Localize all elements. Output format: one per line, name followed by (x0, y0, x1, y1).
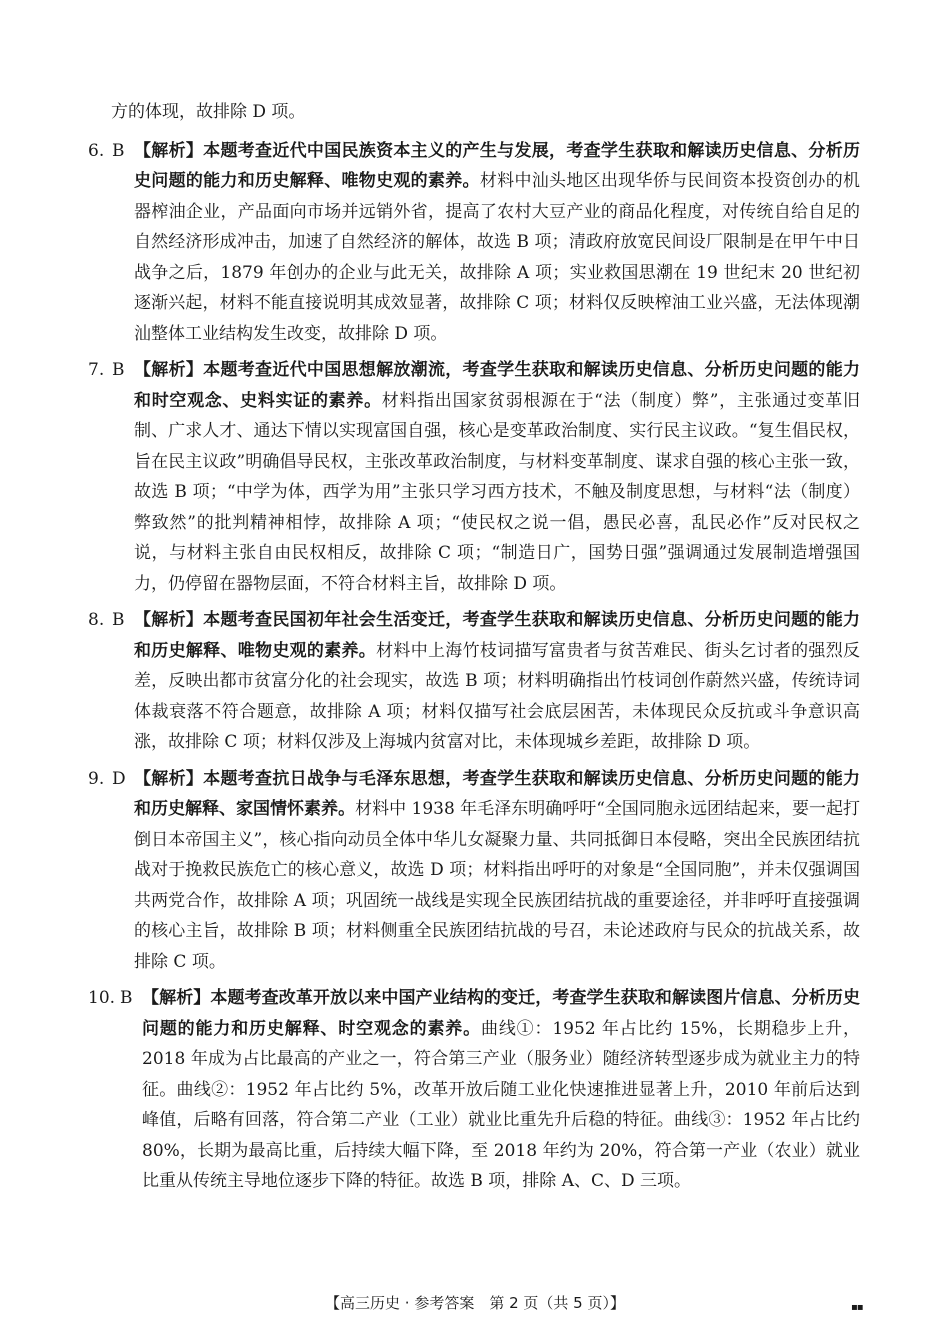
explanation (134, 136, 860, 350)
explanation (142, 983, 860, 1197)
footer-text: 【高三历史 · 参考答案 第 2 页（共 5 页）】 (325, 1294, 625, 1312)
analysis-tag: 【解析】 (142, 988, 211, 1008)
explanation-intro: 本题考查近代中国思想解放潮流，考查学生获取和解读历史信息、分析历史问题的能力和时空观念、史料实证的素养。 (134, 360, 860, 411)
answer-item-7 (88, 355, 860, 599)
explanation-intro: 本题考查改革开放以来中国产业结构的变迁，考查学生获取和解读图片信息、分析历史问题的能力和历史解释、时空观念的素养。 (142, 988, 860, 1039)
explanation-text: 曲线①：1952 年占比约 15%，长期稳步上升，2018 年成为占比最高的产业之一，符合第三产业（服务业）随经济转型逐步成为就业主力的特征。曲线②：1952 年占比约 5%，改革开放后随工业化快速推进显著上升，2010 年前后达到峰值，后略有回落，符合第二产业（工业）就业比重先升后稳的特征。曲线③：1952 年占比约 80%，长期为最高比重，后持续大幅下降，至 2018 年约为 20%，符合第一产业（农业）就业比重从传统主导地位逐步下降的特征。故选 B 项，排除 A、C、D 三项。 (142, 1018, 861, 1191)
explanation-text: 材料指出国家贫弱根源在于“法（制度）弊”，主张通过变革旧制、广求人才、通达下情以实现富国自强，核心是变革政治制度、实行民主议政。“复生倡民权，旨在民主议政”明确倡导民权，主张改革政治制度，与材料变革制度、谋求自强的核心主张一致，故选 B 项；“中学为体，西学为用”主张只学习西方技术，不触及制度思想，与材料“法（制度）弊致然”的批判精神相悖，故排除 A 项；“使民权之说一倡，愚民必喜，乱民必作”反对民权之说，与材料主张自由民权相反，故排除 C 项；“制造日广，国势日强”强调通过发展制造增强国力，仍停留在器物层面，不符合材料主旨，故排除 D 项。 (134, 390, 861, 594)
answer-letter: B (112, 360, 125, 380)
answer-item-6 (88, 136, 860, 350)
answer-letter: D (112, 768, 126, 789)
analysis-tag: 【解析】 (134, 768, 204, 789)
explanation-intro: 本题考查民国初年社会生活变迁，考查学生获取和解读历史信息、分析历史问题的能力和历史解释、唯物史观的素养。 (134, 610, 860, 661)
answer-item-8 (88, 605, 860, 758)
analysis-tag: 【解析】 (134, 360, 204, 380)
answer-letter: B (120, 988, 133, 1008)
question-number: 8. (88, 610, 105, 630)
explanation-text: 材料中汕头地区出现华侨与民间资本投资创办的机器榨油企业，产品面向市场并远销外省，提高了农村大豆产业的商品化程度，对传统自给自足的自然经济形成冲击，加速了自然经济的解体，故选 B 项；清政府放宽民间设厂限制是在甲午中日战争之后，1879 年创办的企业与此无关，故排除 A 项；实业救国思潮在 19 世纪末 20 世纪初逐渐兴起，材料不能直接说明其成效显著，故排除 C 项；材料仅反映榨油工业兴盛，无法体现潮汕整体工业结构发生改变，故排除 D 项。 (134, 171, 861, 344)
answer-letter: B (112, 610, 125, 630)
analysis-tag: 【解析】 (134, 610, 204, 630)
question-number: 6. (88, 140, 105, 161)
corner-mark: ▪▪ (851, 1302, 863, 1313)
question-number: 10. (88, 988, 116, 1008)
question-number: 9. (88, 768, 105, 789)
explanation-intro: 本题考查抗日战争与毛泽东思想，考查学生获取和解读历史信息、分析历史问题的能力和历史解释、家国情怀素养。 (134, 768, 860, 819)
continued-text: 方的体现，故排除 D 项。 (111, 102, 306, 122)
explanation-text: 材料中 1938 年毛泽东明确呼吁“全国同胞永远团结起来，要一起打倒日本帝国主义”，核心指向动员全体中华儿女凝聚力量、共同抵御日本侵略，突出全民族团结抗战对于挽救民族危亡的核心意义，故选 D 项；材料指出呼吁的对象是“全国同胞”，并未仅强调国共两党合作，故排除 A 项；巩固统一战线是实现全民族团结抗战的重要途径，并非呼吁直接强调的核心主旨，故排除 B 项；材料侧重全民族团结抗战的号召，未论述政府与民众的抗战关系，故排除 C 项。 (134, 799, 860, 972)
explanation (134, 605, 860, 758)
answer-item-10 (88, 983, 860, 1197)
question-number: 7. (88, 360, 105, 380)
analysis-tag: 【解析】 (134, 140, 204, 161)
answer-letter: B (112, 140, 125, 161)
explanation-intro: 本题考查近代中国民族资本主义的产生与发展，考查学生获取和解读历史信息、分析历史问题的能力和历史解释、唯物史观的素养。 (134, 140, 860, 191)
explanation-text: 材料中上海竹枝词描写富贵者与贫苦难民、街头乞讨者的强烈反差，反映出都市贫富分化的社会现实，故选 B 项；材料明确指出竹枝词创作蔚然兴盛，传统诗词体裁衰落不符合题意，故排除 A 项；材料仅描写社会底层困苦，未体现民众反抗或斗争意识高涨，故排除 C 项；材料仅涉及上海城内贫富对比，未体现城乡差距，故排除 D 项。 (134, 640, 861, 752)
explanation (134, 764, 860, 978)
explanation (134, 355, 860, 599)
answer-item-9 (88, 764, 860, 978)
page-footer (0, 1292, 950, 1313)
